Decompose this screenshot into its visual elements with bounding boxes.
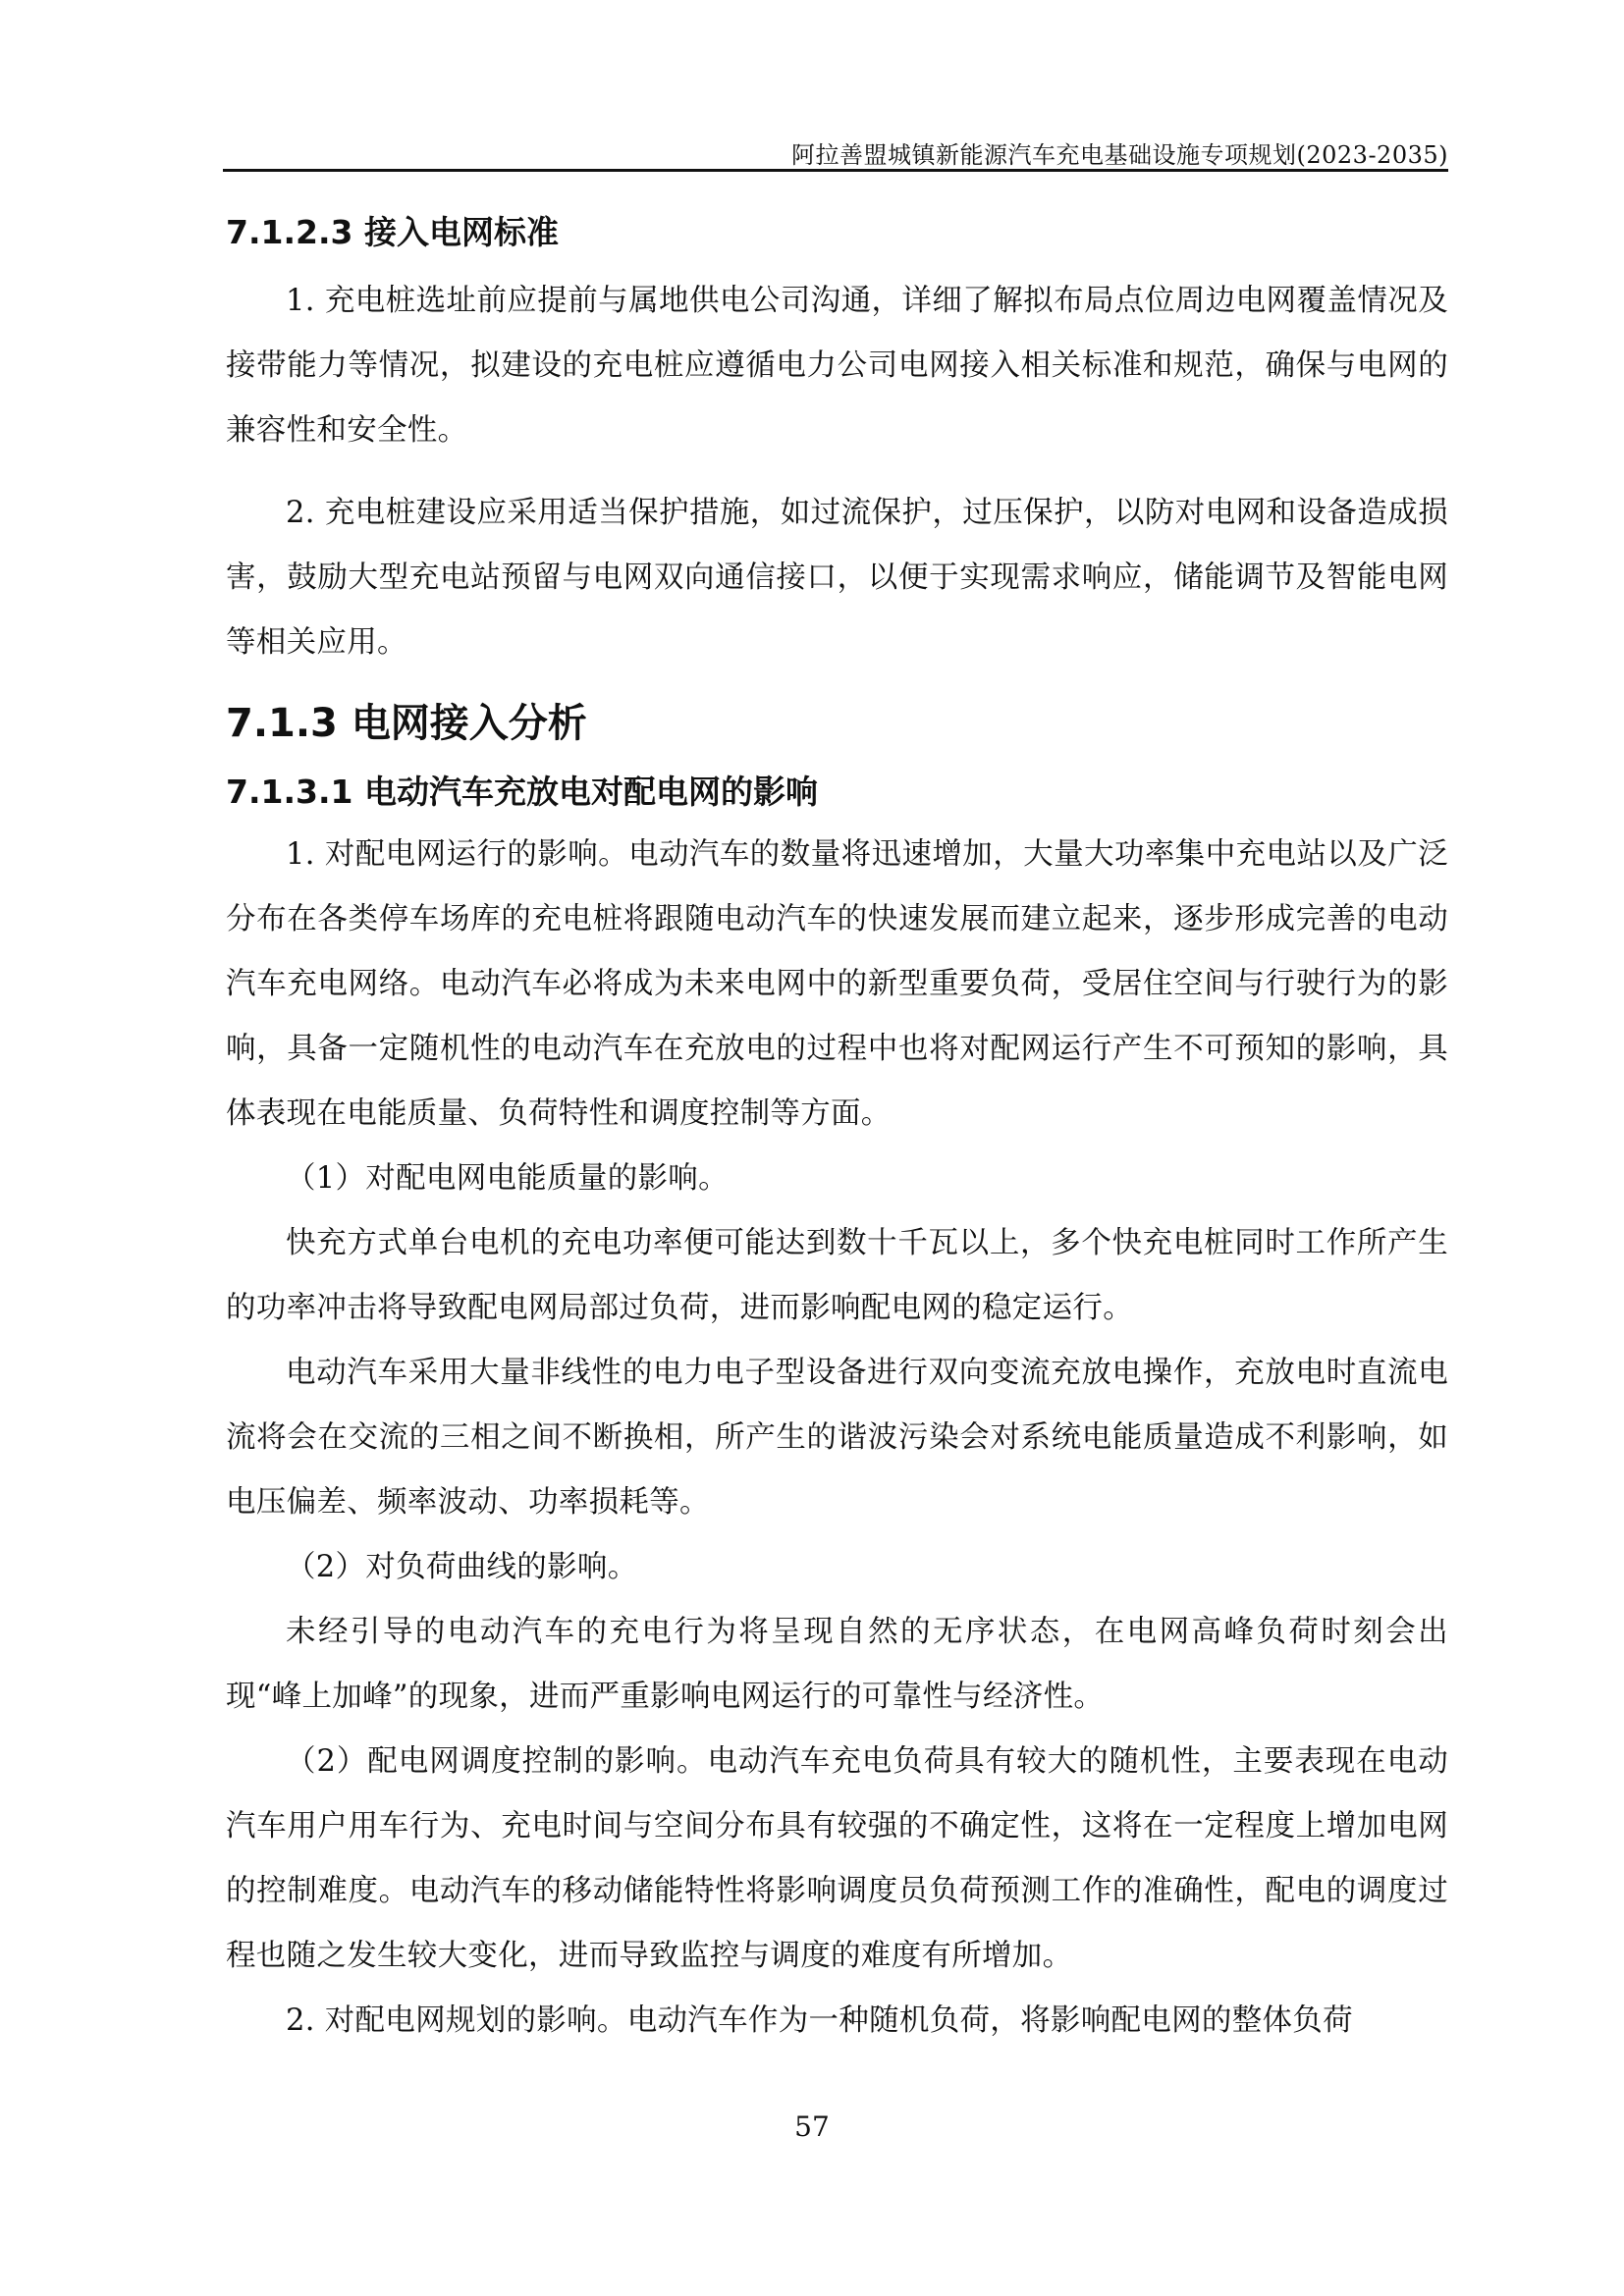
heading-7-1-3: 7.1.3 电网接入分析 bbox=[226, 701, 587, 746]
paragraph: （2）配电网调度控制的影响。电动汽车充电负荷具有较大的随机性，主要表现在电动汽车用户用车行为、充电时间与空间分布具有较强的不确定性，这将在一定程度上增加电网的控制难度。电动汽车的移动储能特性将影响调度员负荷预测工作的准确性，配电的调度过程也随之发生较大变化，进而导致监控与调度的难度有所增加。 bbox=[226, 1744, 1448, 1973]
paragraph: 2. 对配电网规划的影响。电动汽车作为一种随机负荷，将影响配电网的整体负荷 bbox=[286, 2003, 1353, 2038]
paragraph: 电动汽车采用大量非线性的电力电子型设备进行双向变流充放电操作，充放电时直流电流将会在交流的三相之间不断换相，所产生的谐波污染会对系统电能质量造成不利影响，如电压偏差、频率波动、功率损耗等。 bbox=[226, 1356, 1448, 1520]
paragraph: 未经引导的电动汽车的充电行为将呈现自然的无序状态，在电网高峰负荷时刻会出现“峰上加峰”的现象，进而严重影响电网运行的可靠性与经济性。 bbox=[226, 1615, 1448, 1714]
paragraph: 1. 充电桩选址前应提前与属地供电公司沟通，详细了解拟布局点位周边电网覆盖情况及接带能力等情况，拟建设的充电桩应遵循电力公司电网接入相关标准和规范，确保与电网的兼容性和安全性。 bbox=[226, 284, 1448, 448]
page-content bbox=[226, 196, 1448, 2054]
paragraph: （2）对负荷曲线的影响。 bbox=[286, 1550, 638, 1584]
paragraph: 1. 对配电网运行的影响。电动汽车的数量将迅速增加，大量大功率集中充电站以及广泛分布在各类停车场库的充电桩将跟随电动汽车的快速发展而建立起来，逐步形成完善的电动汽车充电网络。电动汽车必将成为未来电网中的新型重要负荷，受居住空间与行驶行为的影响，具备一定随机性的电动汽车在充放电的过程中也将对配网运行产生不可预知的影响，具体表现在电能质量、负荷特性和调度控制等方面。 bbox=[226, 837, 1448, 1131]
paragraph: 快充方式单台电机的充电功率便可能达到数十千瓦以上，多个快充电桩同时工作所产生的功率冲击将导致配电网局部过负荷，进而影响配电网的稳定运行。 bbox=[226, 1226, 1448, 1325]
page-number: 57 bbox=[794, 2110, 830, 2143]
heading-7-1-3-1: 7.1.3.1 电动汽车充放电对配电网的影响 bbox=[226, 773, 818, 811]
running-header: 阿拉善盟城镇新能源汽车充电基础设施专项规划(2023-2035) bbox=[791, 141, 1448, 169]
heading-7-1-2-3: 7.1.2.3 接入电网标准 bbox=[226, 213, 559, 251]
header-rule bbox=[223, 169, 1448, 172]
paragraph: （1）对配电网电能质量的影响。 bbox=[286, 1161, 729, 1196]
paragraph: 2. 充电桩建设应采用适当保护措施，如过流保护，过压保护，以防对电网和设备造成损害，鼓励大型充电站预留与电网双向通信接口，以便于实现需求响应，储能调节及智能电网等相关应用。 bbox=[226, 496, 1448, 660]
